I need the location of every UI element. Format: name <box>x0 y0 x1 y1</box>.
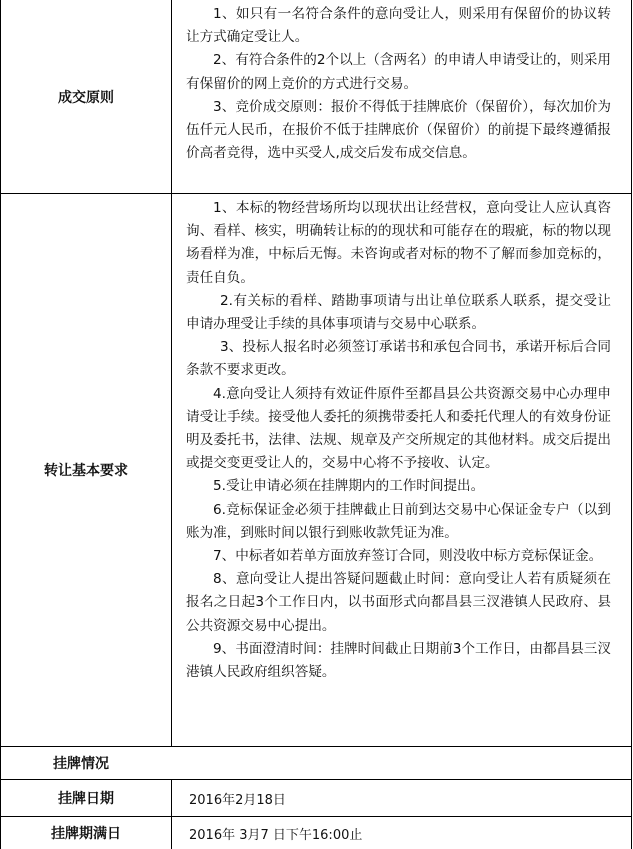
value-listing-expiry: 2016年 3月7 日下午16:00止 <box>189 827 363 843</box>
principle-paragraph-3: 3、竞价成交原则：报价不得低于挂牌底价（保留价），每次加价为伍仟元人民币，在报价不低于挂牌底价（保留价）的前提下最终遵循报价高者竞得，选中买受人,成交后发布成交信息。 <box>186 98 611 162</box>
requirement-paragraph-3: 3、投标人报名时必须签订承诺书和承包合同书，承诺开标后合同条款不要求更改。 <box>186 339 611 379</box>
label-listing-status: 挂牌情况 <box>53 756 109 772</box>
content-transaction-principle <box>172 0 631 193</box>
requirement-paragraph-7: 7、中标者如若单方面放弃签订合同，则没收中标方竞标保证金。 <box>213 548 603 565</box>
label-transfer-requirements: 转让基本要求 <box>1 194 172 746</box>
requirement-paragraph-1: 1、本标的物经营场所均以现状出让经营权，意向受让人应认真咨询、看样、核实，明确转让标的的现状和可能存在的瑕疵，标的物以现场看样为准，中标后无悔。未咨询或者对标的物不了解而参加竞标的，责任自负。 <box>186 200 611 286</box>
label-listing-expiry: 挂牌期满日 <box>1 817 172 849</box>
principle-paragraph-1: 1、如只有一名符合条件的意向受让人，则采用有保留价的协议转让方式确定受让人。 <box>186 6 611 46</box>
row-listing-expiry <box>0 817 632 849</box>
requirement-paragraph-9: 9、书面澄清时间：挂牌时间截止日期前3个工作日，由都昌县三汊港镇人民政府组织答疑。 <box>186 640 611 681</box>
label-transaction-principle: 成交原则 <box>1 0 172 193</box>
content-transfer-requirements <box>172 194 631 746</box>
requirement-paragraph-8: 8、意向受让人提出答疑问题截止时间：意向受让人若有质疑须在报名之日起3个工作日内，以书面形式向都昌县三汊港镇人民政府、县公共资源交易中心提出。 <box>186 571 611 634</box>
row-transaction-principle <box>0 0 632 194</box>
requirement-paragraph-4: 4.意向受让人须持有效证件原件至都昌县公共资源交易中心办理申请受让手续。接受他人委托的须携带委托人和委托代理人的有效身份证明及委托书，法律、法规、规章及产交所规定的其他材料。成交后提出或提交变更受让人的，交易中心将不予接收、认定。 <box>186 385 611 472</box>
requirement-paragraph-2: 2.有关标的看样、踏勘事项请与出让单位联系人联系，提交受让申请办理受让手续的具体事项请与交易中心联系。 <box>186 292 611 333</box>
requirement-paragraph-5: 5.受让申请必须在挂牌期内的工作时间提出。 <box>213 478 485 495</box>
row-transfer-requirements <box>0 194 632 747</box>
row-listing-date <box>0 780 632 817</box>
row-listing-status <box>0 747 632 780</box>
label-listing-date: 挂牌日期 <box>1 780 172 816</box>
principle-paragraph-2: 2、有符合条件的2个以上（含两名）的申请人申请受让的，则采用有保留价的网上竞价的方式进行交易。 <box>186 52 611 92</box>
requirement-paragraph-6: 6.竞标保证金必须于挂牌截止日前到达交易中心保证金专户（以到账为准，到账时间以银行到账收款凭证为准。 <box>186 501 611 541</box>
value-listing-date: 2016年2月18日 <box>189 792 286 808</box>
